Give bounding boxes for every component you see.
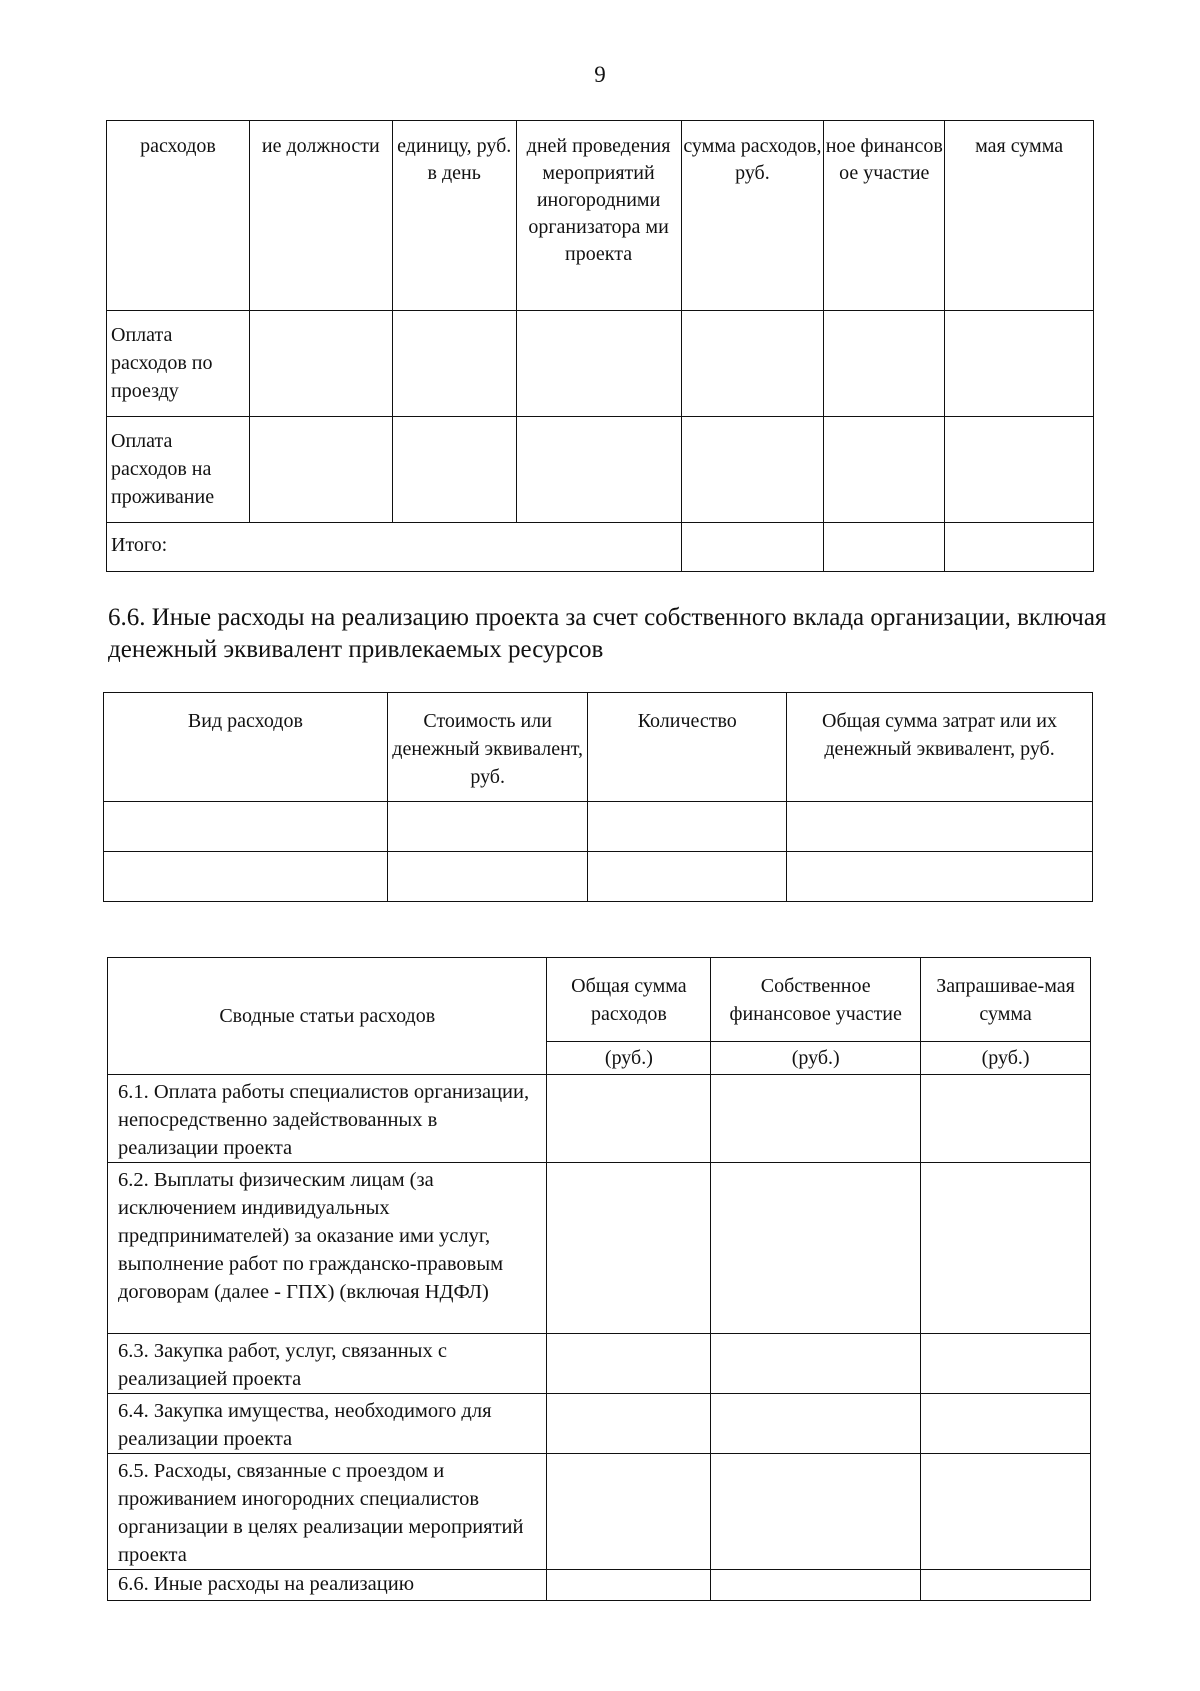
table-cell[interactable] [921, 1394, 1091, 1454]
table-cell[interactable] [787, 802, 1093, 852]
table-cell[interactable] [547, 1334, 711, 1394]
row-label: 6.1. Оплата работы специалистов организации, непосредственно задействованных в реализации проекта [108, 1075, 547, 1163]
header-cell: мая сумма [945, 121, 1094, 311]
table-cell[interactable] [824, 417, 945, 523]
table-cell[interactable] [824, 311, 945, 417]
section-heading: 6.6. Иные расходы на реализацию проекта за счет собственного вклада организации, включая денежный эквивалент привлекаемых ресурсов [108, 604, 1107, 663]
row-label: 6.2. Выплаты физическим лицам (за исключением индивидуальных предпринимателей) за оказание ими услуг, выполнение работ по гражданско-правовым договорам (далее - ГПХ) (включая НДФЛ) [108, 1163, 547, 1334]
table-cell[interactable] [921, 1075, 1091, 1163]
table-cell[interactable] [392, 311, 516, 417]
unit-cell: (руб.) [711, 1042, 921, 1075]
unit-cell: (руб.) [547, 1042, 711, 1075]
header-cell: единицу, руб. в день [392, 121, 516, 311]
header-cell: дней проведения мероприятий иногородними организатора ми проекта [516, 121, 681, 311]
header-cell: ное финансов ое участие [824, 121, 945, 311]
header-cell: Стоимость или денежный эквивалент, руб. [387, 693, 588, 802]
unit-cell: (руб.) [921, 1042, 1091, 1075]
table-cell[interactable] [588, 802, 787, 852]
table-cell[interactable] [249, 311, 392, 417]
table-cell[interactable] [711, 1394, 921, 1454]
table-cell[interactable] [547, 1454, 711, 1570]
table-cell[interactable] [824, 523, 945, 572]
other-expenses-table [103, 692, 1093, 902]
header-cell: Общая сумма затрат или их денежный эквивалент, руб. [787, 693, 1093, 802]
table-cell[interactable] [392, 417, 516, 523]
table-row [108, 1075, 1091, 1163]
table-cell[interactable] [945, 311, 1094, 417]
table-cell[interactable] [921, 1570, 1091, 1601]
table-cell[interactable] [711, 1334, 921, 1394]
row-label: 6.6. Иные расходы на реализацию [108, 1570, 547, 1601]
table-cell[interactable] [711, 1163, 921, 1334]
table-row [108, 1394, 1091, 1454]
table-cell[interactable] [387, 852, 588, 902]
table-header-row [107, 121, 1094, 311]
table-cell[interactable] [547, 1075, 711, 1163]
table-row [108, 1334, 1091, 1394]
header-cell: сумма расходов, руб. [681, 121, 824, 311]
header-cell: Вид расходов [104, 693, 388, 802]
table-header-row [104, 693, 1093, 802]
table-cell[interactable] [681, 523, 824, 572]
table-row [107, 417, 1094, 523]
row-label: Оплата расходов на проживание [107, 417, 250, 523]
table-cell[interactable] [787, 852, 1093, 902]
table-row [108, 1570, 1091, 1601]
table-cell[interactable] [516, 417, 681, 523]
header-cell: Количество [588, 693, 787, 802]
table-cell[interactable] [711, 1570, 921, 1601]
table-cell[interactable] [711, 1075, 921, 1163]
table-cell[interactable] [945, 417, 1094, 523]
table-cell[interactable] [921, 1163, 1091, 1334]
table-header-row [108, 958, 1091, 1042]
table-cell[interactable] [547, 1570, 711, 1601]
table-row [107, 311, 1094, 417]
table-cell[interactable] [921, 1454, 1091, 1570]
table-cell[interactable] [547, 1394, 711, 1454]
table-cell[interactable] [588, 852, 787, 902]
row-label: 6.5. Расходы, связанные с проездом и проживанием иногородних специалистов организации в целях реализации мероприятий проекта [108, 1454, 547, 1570]
table-row [108, 1163, 1091, 1334]
header-cell: Собственное финансовое участие [711, 958, 921, 1042]
table-cell[interactable] [516, 311, 681, 417]
summary-expenses-table [107, 957, 1091, 1601]
table-row [104, 802, 1093, 852]
header-cell: Запрашивае-мая сумма [921, 958, 1091, 1042]
header-cell: Общая сумма расходов [547, 958, 711, 1042]
table-cell[interactable] [104, 802, 388, 852]
total-label: Итого: [107, 523, 682, 572]
row-label: 6.4. Закупка имущества, необходимого для реализации проекта [108, 1394, 547, 1454]
table-total-row [107, 523, 1094, 572]
table-cell[interactable] [711, 1454, 921, 1570]
page-number: 9 [594, 62, 606, 87]
travel-expenses-table [106, 120, 1094, 572]
row-label: Оплата расходов по проезду [107, 311, 250, 417]
table-row [108, 1454, 1091, 1570]
table-cell[interactable] [921, 1334, 1091, 1394]
table-row [104, 852, 1093, 902]
table-cell[interactable] [945, 523, 1094, 572]
header-cell: расходов [107, 121, 250, 311]
table-cell[interactable] [387, 802, 588, 852]
table-cell[interactable] [249, 417, 392, 523]
header-cell: Сводные статьи расходов [108, 958, 547, 1075]
table-cell[interactable] [681, 311, 824, 417]
table-cell[interactable] [104, 852, 388, 902]
table-cell[interactable] [681, 417, 824, 523]
row-label: 6.3. Закупка работ, услуг, связанных с реализацией проекта [108, 1334, 547, 1394]
header-cell: ие должности [249, 121, 392, 311]
table-cell[interactable] [547, 1163, 711, 1334]
